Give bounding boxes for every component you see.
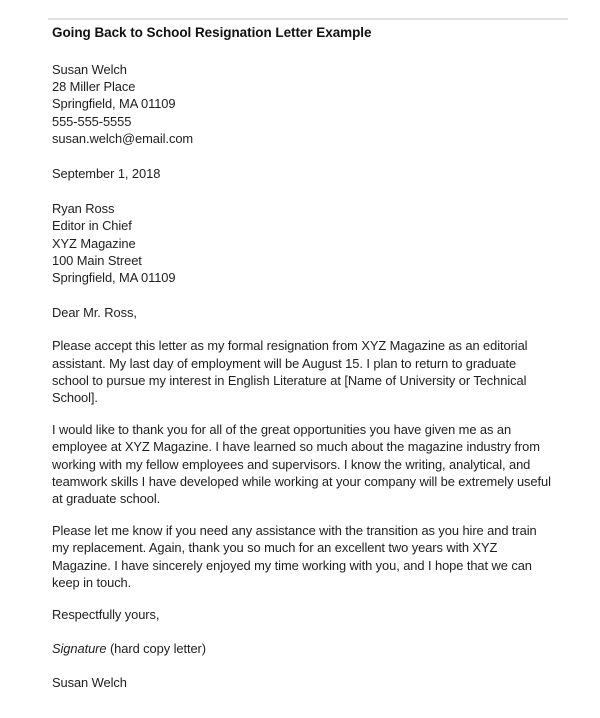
recipient-city-state-zip: Springfield, MA 01109: [52, 270, 176, 286]
salutation: [52, 304, 556, 321]
page-title: Going Back to School Resignation Letter Example: [52, 25, 372, 40]
signer-name-line: [52, 674, 556, 691]
recipient-name: Ryan Ross: [52, 201, 115, 217]
signature-italic-label: Signature: [52, 641, 107, 657]
sender-address-block: [52, 61, 556, 147]
sender-city-state-zip: Springfield, MA 01109: [52, 96, 176, 112]
recipient-address-block: [52, 200, 556, 286]
sender-name: Susan Welch: [52, 62, 127, 77]
recipient-company: XYZ Magazine: [52, 235, 136, 251]
letter-date: [52, 165, 556, 182]
recipient-job-title: Editor in Chief: [52, 218, 132, 234]
header-divider: [48, 18, 568, 20]
sender-email: susan.welch@email.com: [52, 130, 194, 146]
body-paragraph-1: Please accept this letter as my formal resignation from XYZ Magazine as an editorial assistant. My last day of employment will be August 15. I plan to return to graduate school to pursue my interest in English Literature at [Name of University or Technical School].: [52, 338, 528, 406]
resignation-letter-body: [52, 24, 556, 692]
sender-phone: 555-555-5555: [52, 113, 132, 129]
sender-street: 28 Miller Place: [52, 79, 136, 95]
salutation-text: Dear Mr. Ross,: [52, 305, 137, 321]
closing-text: Respectfully yours,: [52, 607, 160, 623]
closing-line: [52, 606, 556, 623]
recipient-street: 100 Main Street: [52, 252, 142, 268]
body-paragraph-3: Please let me know if you need any assistance with the transition as you hire and train my replacement. Again, thank you so much for an excellent two years with XYZ Magazine. I have sincerely enjoyed my time working with you, and I hope that we can keep in touch.: [52, 523, 537, 590]
signature-note: (hard copy letter): [106, 641, 206, 657]
body-paragraph-2: I would like to thank you for all of the great opportunities you have given me as an employee at XYZ Magazine. I have learned so much about the magazine industry from working with my fellow employees and supervisors. I know the writing, analytical, and teamwork skills I have developed while working at your company will be extremely useful at graduate school.: [52, 422, 551, 507]
signer-name-text: Susan Welch: [52, 675, 127, 691]
date-text: September 1, 2018: [52, 166, 161, 182]
signature-placeholder-line: [52, 640, 556, 657]
